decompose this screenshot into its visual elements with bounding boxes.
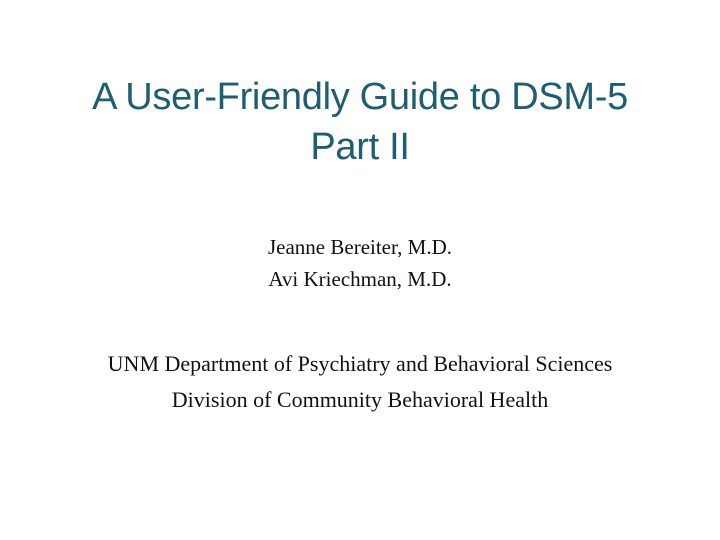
author-2: Avi Kriechman, M.D. [268, 267, 452, 291]
author-list [0, 231, 720, 295]
affiliation-department: UNM Department of Psychiatry and Behavioral Sciences [107, 351, 613, 376]
author-1: Jeanne Bereiter, M.D. [267, 235, 452, 259]
title-line-1: A User-Friendly Guide to DSM-5 [92, 76, 628, 118]
affiliation-division: Division of Community Behavioral Health [171, 387, 549, 412]
title-line-2: Part II [310, 126, 410, 168]
affiliation-block [0, 346, 720, 418]
slide-title [0, 72, 720, 172]
